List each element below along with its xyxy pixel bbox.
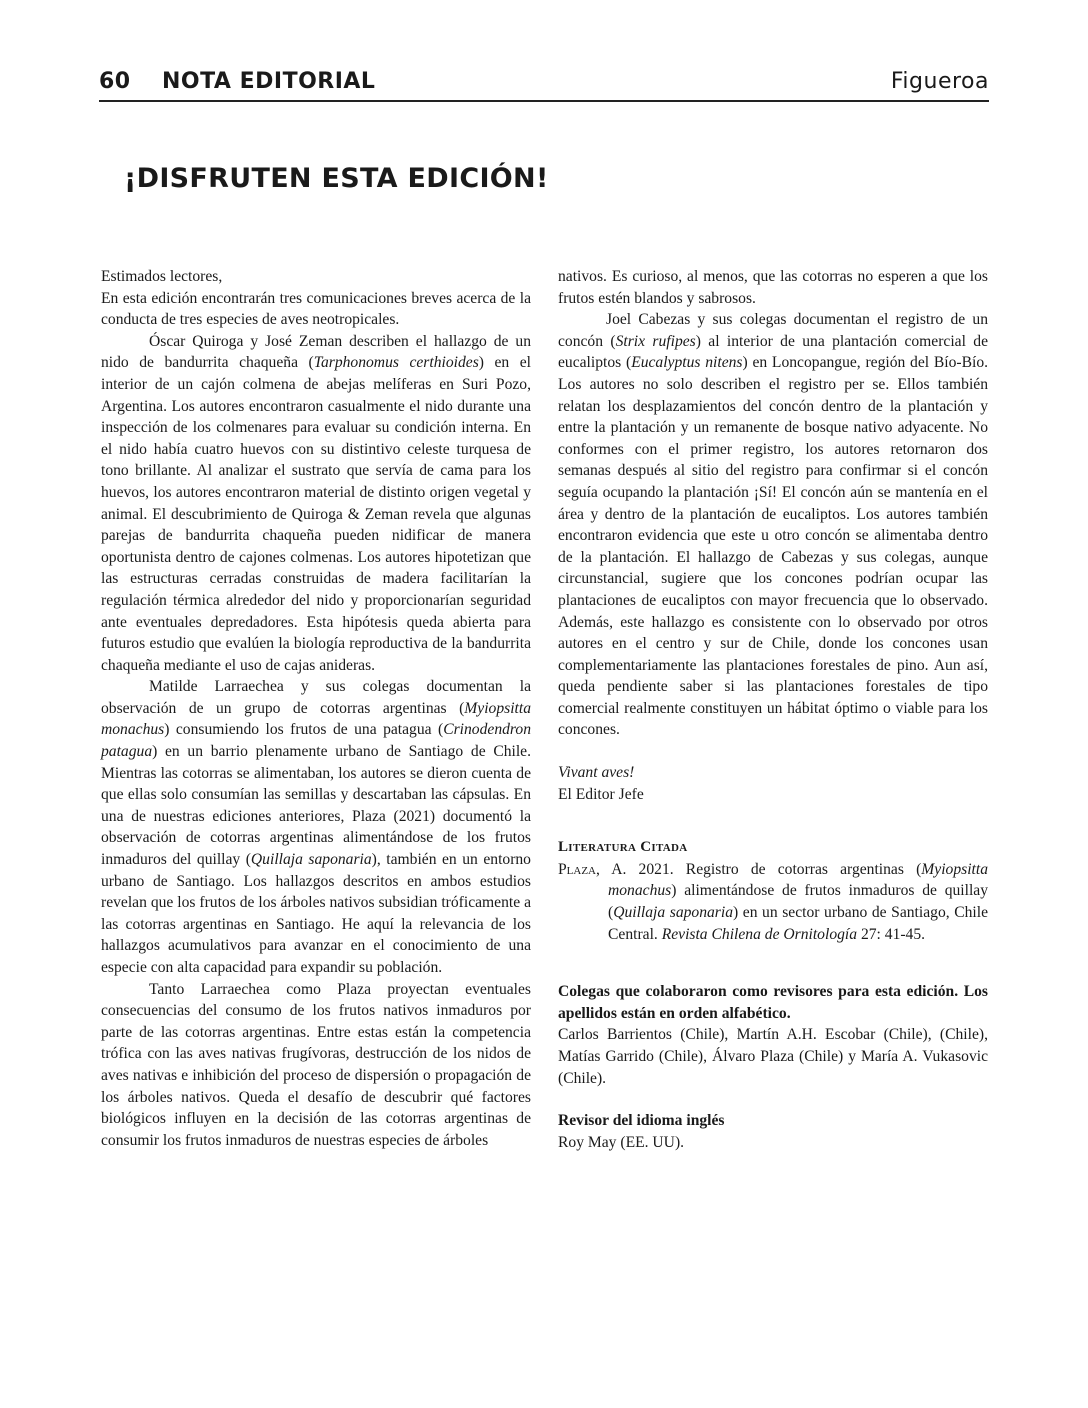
signature: El Editor Jefe [558, 785, 644, 803]
species-name: Strix rufipes [615, 332, 696, 350]
right-column [558, 266, 988, 1153]
paragraph-larraechea: Matilde Larraechea y sus colegas documentan la observación de un grupo de cotorras argentinas (Myiopsitta monachus) consumiendo los frutos de una patagua (Crinodendron patagua) en un barrio plenamente urbano de Santiago de Chile. Mientras las cotorras se alimentaban, los autores se dieron cuenta de que ellas solo consumían las semillas y descartaban las cápsulas. En una de nuestras ediciones anteriores, Plaza (2021) documentó la observación de cotorras argentinas alimentándose de los frutos inmaduros del quillay (Quillaja saponaria), también en un entorno urbano de Santiago. Los hallazgos descritos en ambos estudios revelan que los frutos de los árboles nativos subsidian tróficamente a las cotorras argentinas en Santiago. He aquí la relevancia de los hallazgos acumulativos para avanzar en el conocimiento de una especie con alta capacidad para expandir su población. [101, 678, 531, 976]
paragraph-continued: nativos. Es curioso, al menos, que las cotorras no esperen a que los frutos estén blandos y sabrosos. [558, 268, 988, 307]
left-column [101, 266, 531, 1151]
species-name: Quillaja saponaria [250, 851, 372, 869]
greeting: Estimados lectores, [101, 268, 223, 285]
reviewers-heading: Colegas que colaboraron como revisores para esta edición. Los apellidos están en orden alfabético. [558, 983, 988, 1022]
literature-heading: Literatura Citada [558, 839, 688, 856]
english-reviewer: Roy May (EE. UU). [558, 1133, 685, 1151]
reference-entry: Plaza, A. 2021. Registro de cotorras argentinas (Myiopsitta monachus) alimentándose de frutos inmaduros de quillay (Quillaja saponaria) en un sector urbano de Santiago, Chile Central. Revista Chilena de Ornitología 27: 41-45. [558, 860, 988, 943]
article-title: ¡DISFRUTEN ESTA EDICIÓN! [124, 163, 549, 194]
english-reviewer-heading: Revisor del idioma inglés [558, 1112, 725, 1130]
closing-phrase: Vivant aves! [558, 764, 635, 782]
reviewers-list: Carlos Barrientos (Chile), Martín A.H. Escobar (Chile), (Chile), Matías Garrido (Chile), Álvaro Plaza (Chile) y María A. Vukasovic (Chile). [558, 1026, 988, 1087]
running-author: Figueroa [890, 69, 989, 94]
page-number: 60 [99, 69, 131, 94]
section-title: NOTA EDITORIAL [162, 69, 376, 94]
paragraph-cabezas: Joel Cabezas y sus colegas documentan el registro de un concón (Strix rufipes) al interior de una plantación comercial de eucaliptos (Eucalyptus nitens) en Loncopangue, región del Bío-Bío. Los autores no solo describen el registro per se. Ellos también relatan los desplazamientos del concón dentro de la plantación y entre la plantación y un remanente de bosque nativo adyacente. No conformes con el primer registro, los autores retornaron dos semanas después al sitio del registro para confirmar si el concón seguía ocupando la plantación ¡Sí! El concón aún se mantenía en el área y dentro de la plantación de eucaliptos. Los autores también encontraron evidencia que este u otro concón se alimentaba dentro de la plantación. El hallazgo de Cabezas y sus colegas, aunque circunstancial, sugiere que los concones podrían ocupar las plantaciones de eucaliptos con mayor frecuencia que lo observado. Además, este hallazgo es consistente con lo observado por otros autores en el centro y sur de Chile, donde los concones usan complementariamente las plantaciones forestales de pino. Aun así, queda pendiente saber si las plantaciones forestales de tipo comercial realmente constituyen un hábitat óptimo o viable para los concones. [558, 311, 989, 739]
species-name: Crinodendron patagua [101, 721, 531, 761]
species-name: Myiopsitta monachus [101, 699, 531, 739]
paragraph-consecuencias: Tanto Larraechea como Plaza proyectan eventuales consecuencias del consumo de los frutos nativos inmaduros por parte de las cotorras argentinas. Entre estas están la competencia trófica con las aves nativas frugívoras, destrucción de los nidos de aves nativas e inhibición del proceso de dispersión o propagación de los árboles nativos. Queda el desafío de descubrir qué factores biológicos influyen en la decisión de las cotorras argentinas de consumir los frutos inmaduros de nuestras especies de árboles [101, 980, 531, 1149]
paragraph-quiroga: Óscar Quiroga y José Zeman describen el hallazgo de un nido de bandurrita chaqueña (Tarphonomus certhioides) en el interior de un cajón colmena de abejas melíferas en Suri Pozo, Argentina. Los autores encontraron casualmente el nido durante una inspección de los colmenares para evaluar su condición interna. En el nido había cuatro huevos con su distintivo celeste turquesa de tono brillante. Al analizar el sustrato que servía de cama para los huevos, los autores encontraron material de distinto origen vegetal y animal. El descubrimiento de Quiroga & Zeman revela que algunas parejas de bandurrita chaqueña pueden nidificar de manera oportunista dentro de cajones colmenas. Los autores hipotetizan que las estructuras cerradas construidas de madera facilitarían la regulación térmica alrededor del nido y proporcionarían seguridad ante eventuales depredadores. Esta hipótesis queda abierta para futuros estudio que evalúen la biología reproductiva de la bandurrita chaqueña mediante el uso de cajas anideras. [101, 332, 531, 674]
intro-paragraph: En esta edición encontrarán tres comunicaciones breves acerca de la conducta de tres especies de aves neotropicales. [101, 289, 531, 329]
species-name: Eucalyptus nitens [631, 354, 743, 372]
running-header [99, 66, 989, 102]
species-name: Tarphonomus certhioides [313, 354, 479, 372]
